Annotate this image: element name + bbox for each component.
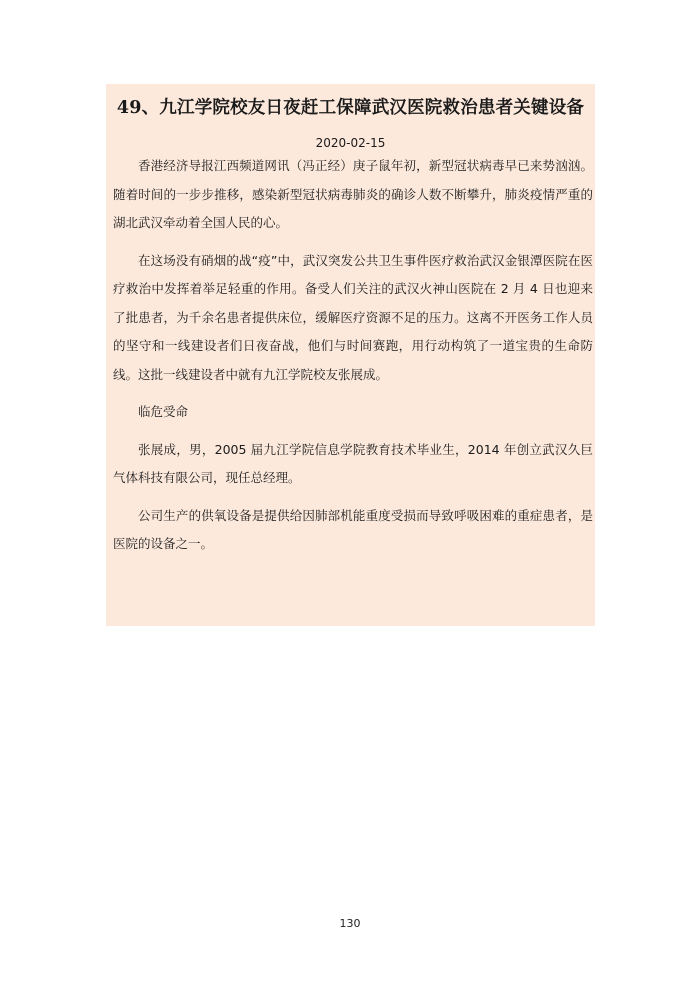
article-title: 49、九江学院校友日夜赶工保障武汉医院救治患者关键设备 [116,98,585,118]
paragraph-intro: 香港经济导报江西频道网讯（冯正经）庚子鼠年初，新型冠状病毒早已来势汹汹。随着时间的一步步推移，感染新型冠状病毒肺炎的确诊人数不断攀升，肺炎疫情严重的湖北武汉牵动着全国人民的心。 [113,158,593,230]
article-date: 2020-02-15 [315,136,386,150]
page-number: 130 [339,917,361,930]
paragraph-equipment: 公司生产的供氧设备是提供给因肺部机能重度受损而导致呼吸困难的重症患者，是医院的设备之一。 [113,507,593,551]
paragraph-hospital: 在这场没有硝烟的战“疫”中，武汉突发公共卫生事件医疗救治武汉金银潭医院在医疗救治中发挥着举足轻重的作用。备受人们关注的武汉火神山医院在 2 月 4 日也迎来了批患者，为千余名患者提供床位，缓解医疗资源不足的压力。这离不开医务工作人员的坚守和一线建设者们日夜奋战，他们与时间赛跑，用行动构筑了一道宝贵的生命防线。这批一线建设者中就有九江学院校友张展成。 [113,252,593,382]
article-block [106,84,595,626]
section-heading: 临危受命 [138,404,189,419]
paragraph-profile: 张展成，男，2005 届九江学院信息学院教育技术毕业生，2014 年创立武汉久巨气体科技有限公司，现任总经理。 [113,441,593,485]
article-body [113,152,593,568]
